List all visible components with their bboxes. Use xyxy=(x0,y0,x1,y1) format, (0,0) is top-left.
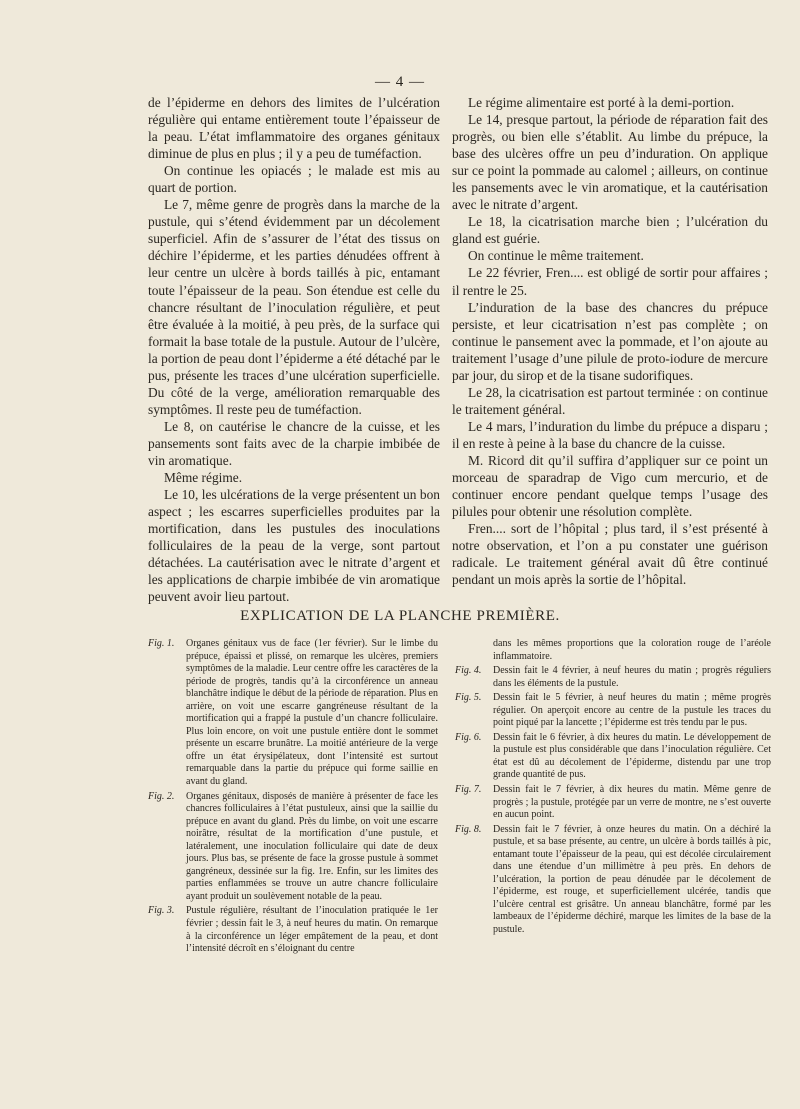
figure-label: Fig. 6. xyxy=(455,731,482,743)
paragraph: Le 28, la cicatrisation est partout terminée : on continue le traitement général. xyxy=(452,384,768,417)
figure-text: Organes génitaux, disposés de manière à présenter de face les chancres folliculaires à l’état pustuleux, ainsi que la saillie du prépuce en avant du gland. Près du limbe, on voit une escarre noirâtre, résultat de la mortification d’une pustule, et latéralement, une inoculation folliculaire qui date de deux jours. Plus bas, se présente de face la grosse pustule à sommet gangréneux, dessinée sur la fig. 1re. Enfin, sur les limites des parties enflammées se trouve un autre chancre folliculaire ayant produit un soulèvement notable de la peau. xyxy=(186,790,438,902)
figure-label: Fig. 8. xyxy=(455,823,482,835)
right-text-column xyxy=(452,94,768,588)
figure-label: Fig. 4. xyxy=(455,665,482,677)
page-number: — 4 — xyxy=(375,74,425,90)
figure-text: Dessin fait le 7 février, à dix heures du matin. Même genre de progrès ; la pustule, protégée par un verre de montre, ne s’est ouverte en aucun point. xyxy=(493,784,771,821)
paragraph: Le régime alimentaire est porté à la demi-portion. xyxy=(468,95,735,110)
figure-caption xyxy=(148,905,438,955)
figure-caption xyxy=(455,665,771,690)
figure-caption xyxy=(455,824,771,937)
figure-caption xyxy=(455,692,771,730)
figure-caption-continuation xyxy=(455,638,771,663)
figure-label: Fig. 5. xyxy=(455,692,482,704)
figure-text: Dessin fait le 6 février, à dix heures du matin. Le développement de la pustule est plus considérable que dans l’inoculation régulière. Cet état est dû au décolement de l’épiderme, distendu par une trop grande quantité de pus. xyxy=(493,731,771,781)
figure-text: Organes génitaux vus de face (1er février). Sur le limbe du prépuce, épaissi et plissé, on remarque les ulcères, premiers symptômes de la maladie. Leur centre offre les caractères de la période de progrès, tandis qu’à la circonférence un anneau blanchâtre indique le début de la période de réparation. Plus en arrière, on voit une escarre gangréneuse résultant de la mortification qui a frappé la pustule d’un chancre folliculaire. Plus loin encore, on voit une pustule entière dont le sommet présente un escarre brunâtre. La moitié antérieure de la verge offre un état érysipélateux, dont l’intensité est surtout remarquable dans la partie du prépuce qui forme saillie en avant du gland. xyxy=(186,638,438,788)
paragraph: Le 14, presque partout, la période de réparation fait des progrès, ou bien elle s’établit. Au limbe du prépuce, la base des ulcères offre un peu d’induration. On applique sur ce point la pommade au calomel ; ailleurs, on continue les pansements avec le vin aromatique, et la cautérisation avec le nitrate d’argent. xyxy=(452,112,768,213)
figure-text: Dessin fait le 5 février, à neuf heures du matin ; même progrès régulier. On aperçoit encore au centre de la pustule les traces du point piqué par la lancette ; l’épiderme est très tendu par le pus. xyxy=(493,692,771,729)
figure-text: dans les mêmes proportions que la coloration rouge de l’aréole inflammatoire. xyxy=(493,638,771,662)
paragraph: Le 4 mars, l’induration du limbe du prépuce a disparu ; il en reste à peine à la base du chancre de la cuisse. xyxy=(452,418,768,451)
figure-captions-right xyxy=(455,638,771,939)
figure-label: Fig. 2. xyxy=(148,790,175,802)
left-text-column xyxy=(148,94,440,605)
figure-caption xyxy=(148,638,438,789)
paragraph: L’induration de la base des chancres du prépuce persiste, et leur cicatrisation n’est pas complète ; on continue le pansement avec la pommade, et l’on ajoute au traitement l’usage d’une pilule de proto-iodure de mercure par jour, du sirop et de la tisane sudorifiques. xyxy=(452,299,768,383)
paragraph: On continue les opiacés ; le malade est mis au quart de portion. xyxy=(148,163,440,196)
paragraph: Même régime. xyxy=(164,470,243,486)
paragraph: On continue le même traitement. xyxy=(468,248,644,264)
figure-label: Fig. 7. xyxy=(455,784,482,796)
figure-label: Fig. 1. xyxy=(148,638,175,649)
section-title: EXPLICATION DE LA PLANCHE PREMIÈRE. xyxy=(240,608,560,624)
figure-text: Dessin fait le 4 février, à neuf heures du matin ; progrès réguliers dans les éléments de la pustule. xyxy=(493,665,771,689)
paragraph: Le 7, même genre de progrès dans la marche de la pustule, qui s’étend évidemment par un décolement superficiel. Afin de s’assurer de l’état des tissus on déchire l’épiderme, et les parties dénudées offrent à leur centre un ulcère à bords taillés à pic, entamant toute l’épaisseur de la peau. Son étendue est celle du chancre résultant de l’inoculation régulière, et peut être évaluée à la moitié, à peu près, de la surface qui formait la base totale de la pustule. Autour de l’ulcère, la portion de peau dont l’épiderme a été détaché par le pus, présente les traces d’une ulcération superficielle. Du côté de la verge, amélioration remarquable des symptômes. Il reste peu de tuméfaction. xyxy=(148,197,440,417)
paragraph: Le 22 février, Fren.... est obligé de sortir pour affaires ; il rentre le 25. xyxy=(452,265,768,298)
paragraph: Fren.... sort de l’hôpital ; plus tard, il s’est présenté à notre observation, et l’on a pu constater une guérison radicale. Le traitement général avait dû être continué pendant un mois après la sortie de l’hôpital. xyxy=(452,521,768,588)
figure-text: Dessin fait le 7 février, à onze heures du matin. On a déchiré la pustule, et sa base présente, au centre, un ulcère à bords taillés à pic, entamant toute l’épaisseur de la peau, qui est décolée circulairement dans une étendue d’un millimètre à peu près. En dehors de l’ulcération, la portion de peau dénudée par le décolement de l’épiderme, est rouge, et superficiellement ulcérée, tandis que l’ulcère central est grisâtre. Un anneau blanchâtre, formé par les lambeaux de l’épiderme déchiré, marque les limites de la base de la pustule. xyxy=(493,823,771,936)
figure-text: Pustule régulière, résultant de l’inoculation pratiquée le 1er février ; dessin fait le 3, à neuf heures du matin. On remarque à la circonférence un léger empâtement de la peau, et dont l’intensité décroît en s’éloignant du centre xyxy=(186,905,438,955)
figure-caption xyxy=(455,784,771,822)
figure-captions-left xyxy=(148,638,438,958)
paragraph: Le 18, la cicatrisation marche bien ; l’ulcération du gland est guérie. xyxy=(452,214,768,247)
paragraph: Le 10, les ulcérations de la verge présentent un bon aspect ; les escarres superficielles produites par la mortification, dans les pustules des inoculations folliculaires de la peau de la verge, sont partout détachées. La cautérisation avec le nitrate d’argent et les applications de charpie imbibée de vin aromatique peuvent avoir lieu partout. xyxy=(148,487,440,605)
paragraph: de l’épiderme en dehors des limites de l’ulcération régulière qui entame entièrement toute l’épaisseur de la peau. L’état imflammatoire des organes génitaux diminue de plus en plus ; il y a peu de tuméfaction. xyxy=(148,95,440,162)
paragraph: Le 8, on cautérise le chancre de la cuisse, et les pansements sont faits avec de la charpie imbibée de vin aromatique. xyxy=(148,418,440,468)
figure-caption xyxy=(455,732,771,782)
paragraph: M. Ricord dit qu’il suffira d’appliquer sur ce point un morceau de sparadrap de Vigo cum mercurio, et de continuer encore pendant quelque temps l’usage des pilules pour obtenir une résolution complète. xyxy=(452,452,768,520)
figure-label: Fig. 3. xyxy=(148,905,175,917)
figure-caption xyxy=(148,791,438,904)
